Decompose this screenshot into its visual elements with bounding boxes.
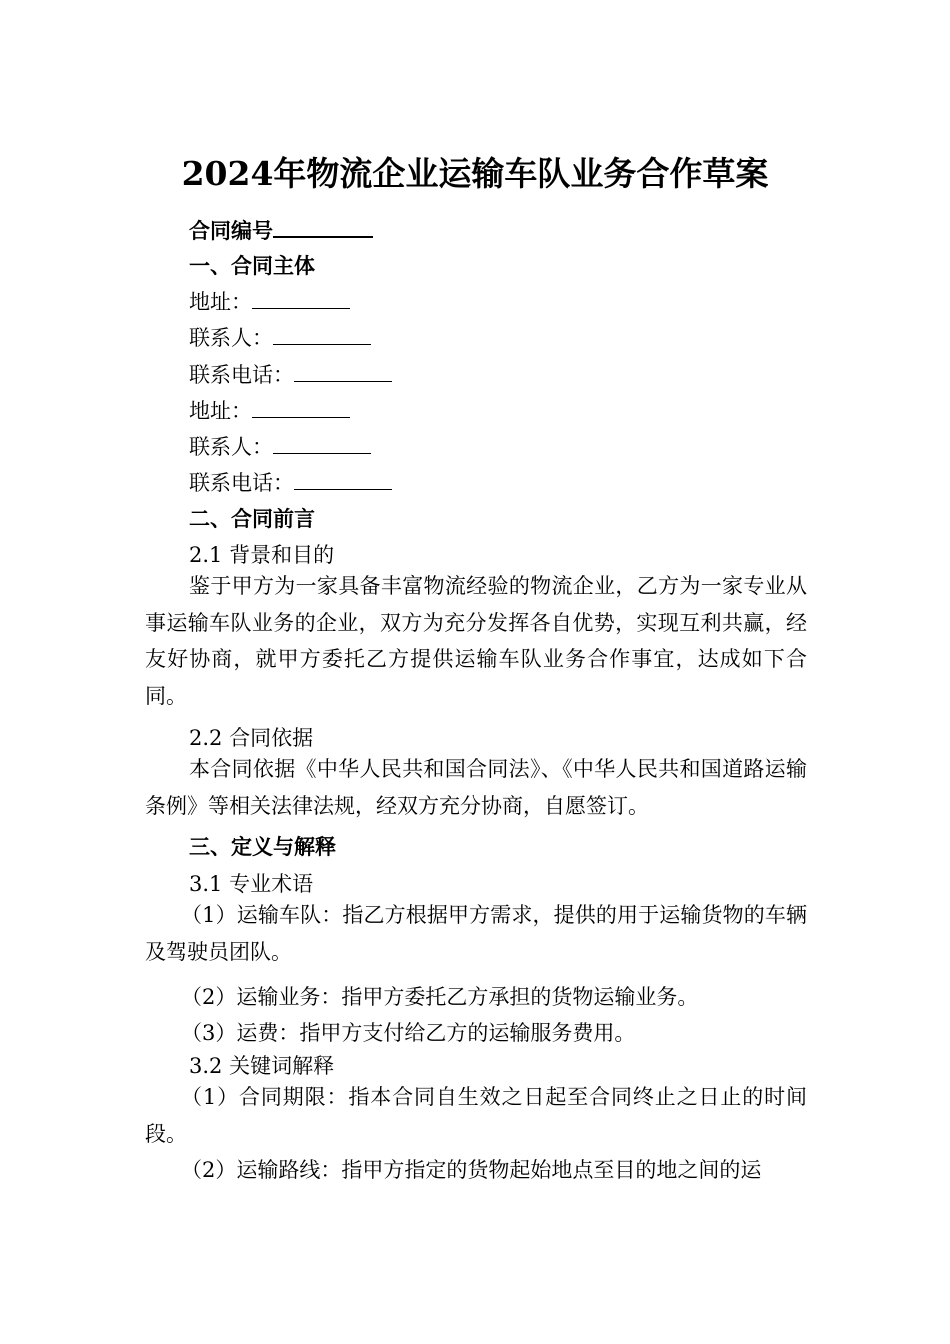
- section-2-2-heading: 2.2 合同依据: [189, 726, 314, 750]
- section-3-2-item-1: （1）合同期限：指本合同自生效之日起至合同终止之日止的时间段。: [145, 1085, 807, 1146]
- party-a-contact-line: [189, 324, 371, 352]
- party-b-contact-line: [189, 433, 371, 461]
- party-b-contact-label: 联系人：: [189, 435, 273, 459]
- section-3-1-item-3: （3）运费：指甲方支付给乙方的运输服务费用。: [181, 1021, 636, 1045]
- party-b-phone-blank: [294, 469, 392, 490]
- party-a-phone-blank: [294, 361, 392, 382]
- party-a-phone-line: [189, 361, 392, 389]
- section-2-heading: 二、合同前言: [189, 506, 315, 531]
- party-b-address-blank: [252, 397, 350, 418]
- party-b-address-label: 地址：: [189, 399, 252, 423]
- section-3-1-item-2: （2）运输业务：指甲方委托乙方承担的货物运输业务。: [181, 985, 699, 1009]
- section-1-heading: 一、合同主体: [189, 253, 315, 278]
- party-a-address-blank: [252, 288, 350, 309]
- party-a-address-label: 地址：: [189, 290, 252, 314]
- section-3-2-heading: 3.2 关键词解释: [189, 1054, 335, 1078]
- section-2-1-paragraph: 鉴于甲方为一家具备丰富物流经验的物流企业，乙方为一家专业从事运输车队业务的企业，双方为充分发挥各自优势，实现互利共赢，经友好协商，就甲方委托乙方提供运输车队业务合作事宜，达成如下合同。: [145, 574, 807, 708]
- party-a-contact-blank: [273, 324, 371, 345]
- contract-number-line: [189, 216, 373, 245]
- party-b-phone-label: 联系电话：: [189, 471, 294, 495]
- section-3-2-item-2: （2）运输路线：指甲方指定的货物起始地点至目的地之间的运: [181, 1158, 762, 1182]
- party-a-contact-label: 联系人：: [189, 326, 273, 350]
- party-b-phone-line: [189, 469, 392, 497]
- party-b-address-line: [189, 397, 350, 425]
- section-3-heading: 三、定义与解释: [189, 834, 336, 859]
- section-2-2-paragraph: 本合同依据《中华人民共和国合同法》、《中华人民共和国道路运输条例》等相关法律法规，经双方充分协商，自愿签订。: [145, 757, 807, 818]
- party-a-address-line: [189, 288, 350, 316]
- party-b-contact-blank: [273, 433, 371, 454]
- contract-number-label: 合同编号: [189, 218, 273, 243]
- section-2-1-heading: 2.1 背景和目的: [189, 543, 335, 567]
- contract-number-blank: [273, 216, 373, 238]
- party-a-phone-label: 联系电话：: [189, 363, 294, 387]
- document-title: 2024年物流企业运输车队业务合作草案: [181, 154, 769, 193]
- section-3-1-heading: 3.1 专业术语: [189, 872, 314, 896]
- section-3-1-item-1: （1）运输车队：指乙方根据甲方需求，提供的用于运输货物的车辆及驾驶员团队。: [145, 903, 807, 964]
